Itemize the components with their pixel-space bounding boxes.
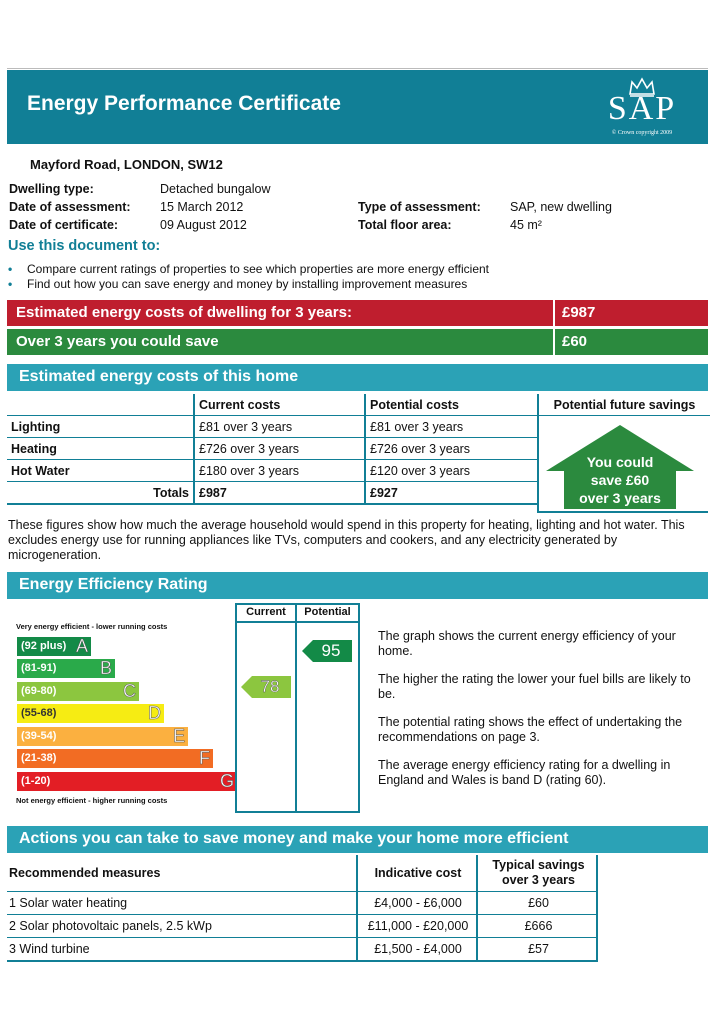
measure-cell: 2 Solar photovoltaic panels, 2.5 kWp <box>7 915 357 938</box>
bullet-item: • Compare current ratings of properties to see which properties are more energy efficient <box>8 262 489 277</box>
band-e <box>17 727 188 746</box>
table-row <box>7 438 539 460</box>
potential-rating-value: 95 <box>321 641 341 660</box>
measures-header: Recommended measures <box>7 855 357 892</box>
totals-row <box>7 482 539 505</box>
row-label: Hot Water <box>7 460 194 482</box>
rating-description-para: The higher the rating the lower your fuel bills are likely to be. <box>378 672 691 701</box>
certificate-date-label: Date of certificate: <box>9 218 119 232</box>
savings-badge-text <box>564 453 676 507</box>
row-label: Lighting <box>7 416 194 438</box>
costs-explanation: These figures show how much the average household would spend in this property for heating, lighting and hot water. This excludes energy use for running appliances like TVs, computers and cookers, and any electricity generated by microgeneration. <box>8 518 685 562</box>
crown-copyright: © Crown copyright 2009 <box>611 130 673 136</box>
floor-area-value: 45 m² <box>510 218 542 232</box>
rating-section-title: Energy Efficiency Rating <box>19 576 208 593</box>
band-range: (69-80) <box>21 685 57 697</box>
rating-description-para: The average energy efficiency rating for a dwelling in England and Wales is band D (rating 60). <box>378 758 671 787</box>
rating-description-para: The potential rating shows the effect of undertaking the recommendations on page 3. <box>378 715 683 744</box>
potential-costs-header: Potential costs <box>365 394 539 416</box>
band-range: (39-54) <box>21 730 57 742</box>
dwelling-type-value: Detached bungalow <box>160 182 271 196</box>
certificate-header <box>7 70 708 144</box>
band-letter: D <box>148 703 161 723</box>
column-header-rule <box>237 621 358 623</box>
band-range: (81-91) <box>21 662 57 674</box>
certificate-date-value: 09 August 2012 <box>160 218 247 232</box>
current-cost-cell: £81 over 3 years <box>194 416 365 438</box>
band-d <box>17 704 164 723</box>
band-range: (92 plus) <box>21 640 67 652</box>
measure-cell: 3 Wind turbine <box>7 938 357 962</box>
rating-description-para: The graph shows the current energy efficiency of your home. <box>378 629 676 658</box>
table-row <box>7 938 597 962</box>
cost-header: Indicative cost <box>357 855 477 892</box>
assessment-date-value: 15 March 2012 <box>160 200 244 214</box>
current-cost-cell: £726 over 3 years <box>194 438 365 460</box>
actions-section-title: Actions you can take to save money and make your home more efficient <box>19 830 569 847</box>
cost-cell: £11,000 - £20,000 <box>357 915 477 938</box>
band-range: (1-20) <box>21 775 51 787</box>
use-document-heading: Use this document to: <box>8 238 161 254</box>
page-title: Energy Performance Certificate <box>27 92 341 115</box>
could-save-label: Over 3 years you could save <box>16 333 219 350</box>
use-document-bullets <box>8 262 489 292</box>
savings-badge-line: You could <box>586 454 654 470</box>
band-a <box>17 637 91 656</box>
table-header-row <box>7 855 597 892</box>
band-letter: C <box>123 681 136 701</box>
band-letter: F <box>199 748 210 768</box>
band-c <box>17 682 139 701</box>
table-right-rule <box>596 855 598 962</box>
sap-logo-text: SAP <box>607 90 677 127</box>
potential-cost-cell: £120 over 3 years <box>365 460 539 482</box>
could-save-bar <box>7 329 708 355</box>
assessment-type-label: Type of assessment: <box>358 200 481 214</box>
band-b <box>17 659 115 678</box>
dwelling-type-label: Dwelling type: <box>9 182 94 196</box>
band-range: (21-38) <box>21 752 57 764</box>
sap-logo <box>592 76 692 140</box>
savings-cell: £60 <box>477 892 597 915</box>
table-bottom-rule <box>539 511 708 513</box>
band-letter: E <box>172 726 185 746</box>
rating-columns-frame <box>235 603 360 813</box>
band-g <box>17 772 237 791</box>
savings-badge-line: save £60 <box>590 472 650 488</box>
assessment-date-label: Date of assessment: <box>9 200 131 214</box>
current-cost-cell: £180 over 3 years <box>194 460 365 482</box>
efficient-note: Very energy efficient - lower running costs <box>16 622 168 631</box>
table-row <box>7 915 597 938</box>
band-letter: B <box>99 658 112 678</box>
total-current-cell: £987 <box>194 482 365 505</box>
table-row <box>7 460 539 482</box>
bullet-item: • Find out how you can save energy and money by installing improvement measures <box>8 277 489 292</box>
totals-label: Totals <box>7 482 194 505</box>
rating-section-header <box>7 572 708 599</box>
measures-table <box>7 855 597 962</box>
rating-chart <box>7 603 237 809</box>
costs-section-header <box>7 364 708 391</box>
estimated-costs-label: Estimated energy costs of dwelling for 3 years: <box>16 304 352 321</box>
column-divider <box>295 605 297 811</box>
could-save-value: £60 <box>553 329 587 355</box>
floor-area-label: Total floor area: <box>358 218 452 232</box>
costs-section-title: Estimated energy costs of this home <box>19 368 299 385</box>
current-column-header: Current <box>246 606 286 618</box>
potential-cost-cell: £726 over 3 years <box>365 438 539 460</box>
actions-section-header <box>7 826 708 853</box>
potential-cost-cell: £81 over 3 years <box>365 416 539 438</box>
total-potential-cell: £927 <box>365 482 539 505</box>
table-row <box>7 892 597 915</box>
band-range: (55-68) <box>21 707 57 719</box>
top-rule <box>7 68 708 69</box>
savings-cell: £57 <box>477 938 597 962</box>
table-header-row <box>7 394 539 416</box>
row-label: Heating <box>7 438 194 460</box>
property-address: Mayford Road, LONDON, SW12 <box>30 157 223 172</box>
savings-badge-line: over 3 years <box>579 490 661 506</box>
estimated-costs-value: £987 <box>553 300 595 326</box>
assessment-type-value: SAP, new dwelling <box>510 200 612 214</box>
measure-cell: 1 Solar water heating <box>7 892 357 915</box>
savings-cell: £666 <box>477 915 597 938</box>
current-costs-header: Current costs <box>194 394 365 416</box>
table-row <box>7 416 539 438</box>
estimated-costs-bar <box>7 300 708 326</box>
column-divider <box>537 416 539 513</box>
band-letter: G <box>219 771 234 791</box>
cost-cell: £4,000 - £6,000 <box>357 892 477 915</box>
potential-column-header: Potential <box>304 606 351 618</box>
band-f <box>17 749 213 768</box>
savings-header: Typical savings over 3 years <box>477 855 597 892</box>
costs-table <box>7 394 539 505</box>
cost-cell: £1,500 - £4,000 <box>357 938 477 962</box>
future-savings-header: Potential future savings <box>537 394 710 416</box>
empty-header-cell <box>7 394 194 416</box>
band-letter: A <box>75 636 88 656</box>
rating-description <box>378 629 708 788</box>
current-rating-value: 78 <box>260 677 280 696</box>
inefficient-note: Not energy efficient - higher running costs <box>16 796 168 805</box>
